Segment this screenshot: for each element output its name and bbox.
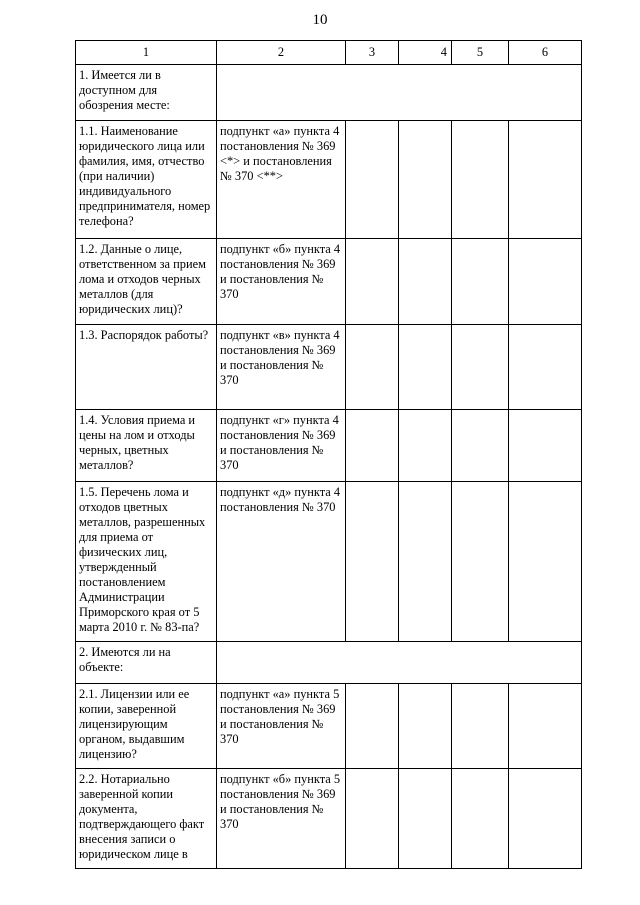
answer-cell-3 [346, 121, 399, 239]
table-row [76, 325, 582, 410]
table-row [76, 684, 582, 769]
answer-cell-3 [346, 684, 399, 769]
answer-cell-5 [452, 482, 509, 642]
question-cell: 1.3. Распорядок работы? [76, 325, 217, 410]
question-cell: 2.1. Лицензии или ее копии, заверенной лицензирующим органом, выдавшим лицензию? [76, 684, 217, 769]
table-row [76, 121, 582, 239]
column-header-2: 2 [217, 41, 346, 65]
answer-cell-6 [509, 482, 582, 642]
column-header-6: 6 [509, 41, 582, 65]
column-header-3: 3 [346, 41, 399, 65]
column-header-5: 5 [452, 41, 509, 65]
header-row [76, 41, 582, 65]
answer-cell-6 [509, 239, 582, 325]
answer-cell-3 [346, 239, 399, 325]
table-row [76, 410, 582, 482]
section-merged-cell [217, 65, 582, 121]
answer-cell-4 [399, 769, 452, 869]
section-title: 2. Имеются ли на объекте: [76, 642, 217, 684]
answer-cell-3 [346, 325, 399, 410]
answer-cell-5 [452, 684, 509, 769]
answer-cell-6 [509, 769, 582, 869]
answer-cell-6 [509, 121, 582, 239]
question-cell: 1.1. Наименование юридического лица или фамилия, имя, отчество (при наличии) индивидуального предпринимателя, номер телефона? [76, 121, 217, 239]
answer-cell-6 [509, 325, 582, 410]
question-cell: 1.5. Перечень лома и отходов цветных металлов, разрешенных для приема от физических лиц, утвержденный постановлением Администрации Приморского края от 5 марта 2010 г. № 83-па? [76, 482, 217, 642]
reference-cell: подпункт «д» пункта 4 постановления № 370 [217, 482, 346, 642]
answer-cell-3 [346, 410, 399, 482]
answer-cell-4 [399, 325, 452, 410]
answer-cell-3 [346, 769, 399, 869]
answer-cell-6 [509, 410, 582, 482]
section-merged-cell [217, 642, 582, 684]
table-row [76, 482, 582, 642]
answer-cell-5 [452, 325, 509, 410]
reference-cell: подпункт «а» пункта 5 постановления № 369 и постановления № 370 [217, 684, 346, 769]
section-row [76, 642, 582, 684]
answer-cell-4 [399, 482, 452, 642]
answer-cell-4 [399, 121, 452, 239]
column-header-4: 4 [399, 41, 452, 65]
section-title: 1. Имеется ли в доступном для обозрения месте: [76, 65, 217, 121]
answer-cell-4 [399, 239, 452, 325]
reference-cell: подпункт «г» пункта 4 постановления № 369 и постановления № 370 [217, 410, 346, 482]
reference-cell: подпункт «а» пункта 4 постановления № 369 <*> и постановления № 370 <**> [217, 121, 346, 239]
reference-cell: подпункт «б» пункта 5 постановления № 369 и постановления № 370 [217, 769, 346, 869]
table-row [76, 239, 582, 325]
page-number: 10 [312, 12, 328, 28]
answer-cell-5 [452, 121, 509, 239]
answer-cell-5 [452, 410, 509, 482]
answer-cell-3 [346, 482, 399, 642]
checklist-table [75, 40, 582, 869]
column-header-1: 1 [76, 41, 217, 65]
section-row [76, 65, 582, 121]
question-cell: 1.4. Условия приема и цены на лом и отходы черных, цветных металлов? [76, 410, 217, 482]
answer-cell-4 [399, 410, 452, 482]
question-cell: 1.2. Данные о лице, ответственном за прием лома и отходов черных металлов (для юридических лиц)? [76, 239, 217, 325]
answer-cell-6 [509, 684, 582, 769]
answer-cell-5 [452, 769, 509, 869]
table-row [76, 769, 582, 869]
answer-cell-5 [452, 239, 509, 325]
reference-cell: подпункт «б» пункта 4 постановления № 369 и постановления № 370 [217, 239, 346, 325]
reference-cell: подпункт «в» пункта 4 постановления № 369 и постановления № 370 [217, 325, 346, 410]
answer-cell-4 [399, 684, 452, 769]
question-cell: 2.2. Нотариально заверенной копии документа, подтверждающего факт внесения записи о юридическом лице в [76, 769, 217, 869]
